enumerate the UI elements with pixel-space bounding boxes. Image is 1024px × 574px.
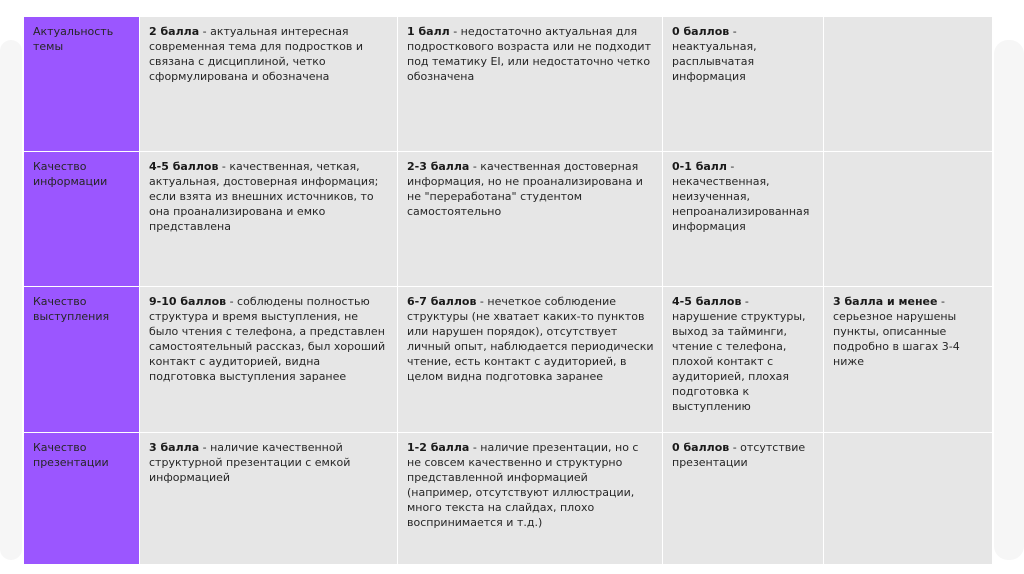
score-description: - актуальная интересная современная тема для подростков и связана с дисциплиной, четко сформулирована и обозначена bbox=[149, 25, 363, 83]
score-label: 1 балл bbox=[407, 25, 450, 38]
criterion-cell bbox=[24, 433, 140, 565]
score-cell bbox=[663, 287, 824, 433]
score-label: 4-5 баллов bbox=[672, 295, 742, 308]
score-label: 3 балла bbox=[149, 441, 200, 454]
score-description: - нарушение структуры, выход за тайминги, чтение с телефона, плохой контакт с аудиторией, плохая подготовка к выступлению bbox=[672, 295, 806, 413]
score-cell bbox=[398, 433, 663, 565]
score-cell bbox=[398, 152, 663, 287]
score-description: - недостаточно актуальная для подросткового возраста или не подходит под тематику EI, или недостаточно четко обозначена bbox=[407, 25, 651, 83]
score-label: 9-10 баллов bbox=[149, 295, 227, 308]
background-decor-left bbox=[0, 40, 22, 560]
table-row bbox=[24, 152, 993, 287]
score-cell bbox=[663, 17, 824, 152]
score-cell bbox=[824, 17, 993, 152]
score-cell bbox=[824, 433, 993, 565]
score-cell bbox=[140, 287, 398, 433]
score-description: - серьезное нарушены пункты, описанные подробно в шагах 3-4 ниже bbox=[833, 295, 960, 368]
grading-rubric-table bbox=[23, 16, 993, 565]
score-description: - отсутствие презентации bbox=[672, 441, 806, 469]
score-description: - некачественная, неизученная, непроанализированная информация bbox=[672, 160, 810, 233]
score-cell bbox=[398, 287, 663, 433]
criterion-label: Качество презентации bbox=[33, 441, 109, 469]
score-cell bbox=[140, 152, 398, 287]
score-description: - наличие качественной структурной презентации с емкой информацией bbox=[149, 441, 351, 484]
score-description: - качественная достоверная информация, но не проанализирована и не "переработана" студентом самостоятельно bbox=[407, 160, 643, 218]
score-label: 0 баллов bbox=[672, 25, 730, 38]
table-row bbox=[24, 287, 993, 433]
table-row bbox=[24, 17, 993, 152]
score-description: - наличие презентации, но с не совсем качественно и структурно представленной информацией (например, отсутствуют иллюстрации, много текста на слайдах, плохо воспринимается и т.д.) bbox=[407, 441, 639, 529]
score-description: - неактуальная, расплывчатая информация bbox=[672, 25, 757, 83]
score-cell bbox=[140, 17, 398, 152]
score-cell bbox=[824, 152, 993, 287]
score-description: - нечеткое соблюдение структуры (не хватает каких-то пунктов или нарушен порядок), отсутствует личный опыт, наблюдается периодически чтение, есть контакт с аудиторией, в целом видна подготовка заранее bbox=[407, 295, 654, 383]
criterion-label: Актуальность темы bbox=[33, 25, 114, 53]
score-label: 6-7 баллов bbox=[407, 295, 477, 308]
criterion-cell bbox=[24, 152, 140, 287]
score-label: 4-5 баллов bbox=[149, 160, 219, 173]
score-cell bbox=[663, 433, 824, 565]
score-description: - соблюдены полностью структура и время выступления, не было чтения с телефона, а представлен самостоятельный рассказ, был хороший контакт с аудиторией, видна подготовка выступления заранее bbox=[149, 295, 386, 383]
score-label: 1-2 балла bbox=[407, 441, 470, 454]
background-decor-right bbox=[994, 40, 1024, 560]
score-cell bbox=[663, 152, 824, 287]
score-description: - качественная, четкая, актуальная, достоверная информация; если взята из внешних источников, то она проанализирована и емко представлена bbox=[149, 160, 379, 233]
score-label: 3 балла и менее bbox=[833, 295, 938, 308]
score-label: 0-1 балл bbox=[672, 160, 727, 173]
score-cell bbox=[398, 17, 663, 152]
criterion-cell bbox=[24, 287, 140, 433]
score-cell bbox=[140, 433, 398, 565]
table-row bbox=[24, 433, 993, 565]
criterion-label: Качество выступления bbox=[33, 295, 110, 323]
criterion-label: Качество информации bbox=[33, 160, 108, 188]
score-label: 2-3 балла bbox=[407, 160, 470, 173]
score-cell bbox=[824, 287, 993, 433]
score-label: 0 баллов bbox=[672, 441, 730, 454]
criterion-cell bbox=[24, 17, 140, 152]
score-label: 2 балла bbox=[149, 25, 200, 38]
